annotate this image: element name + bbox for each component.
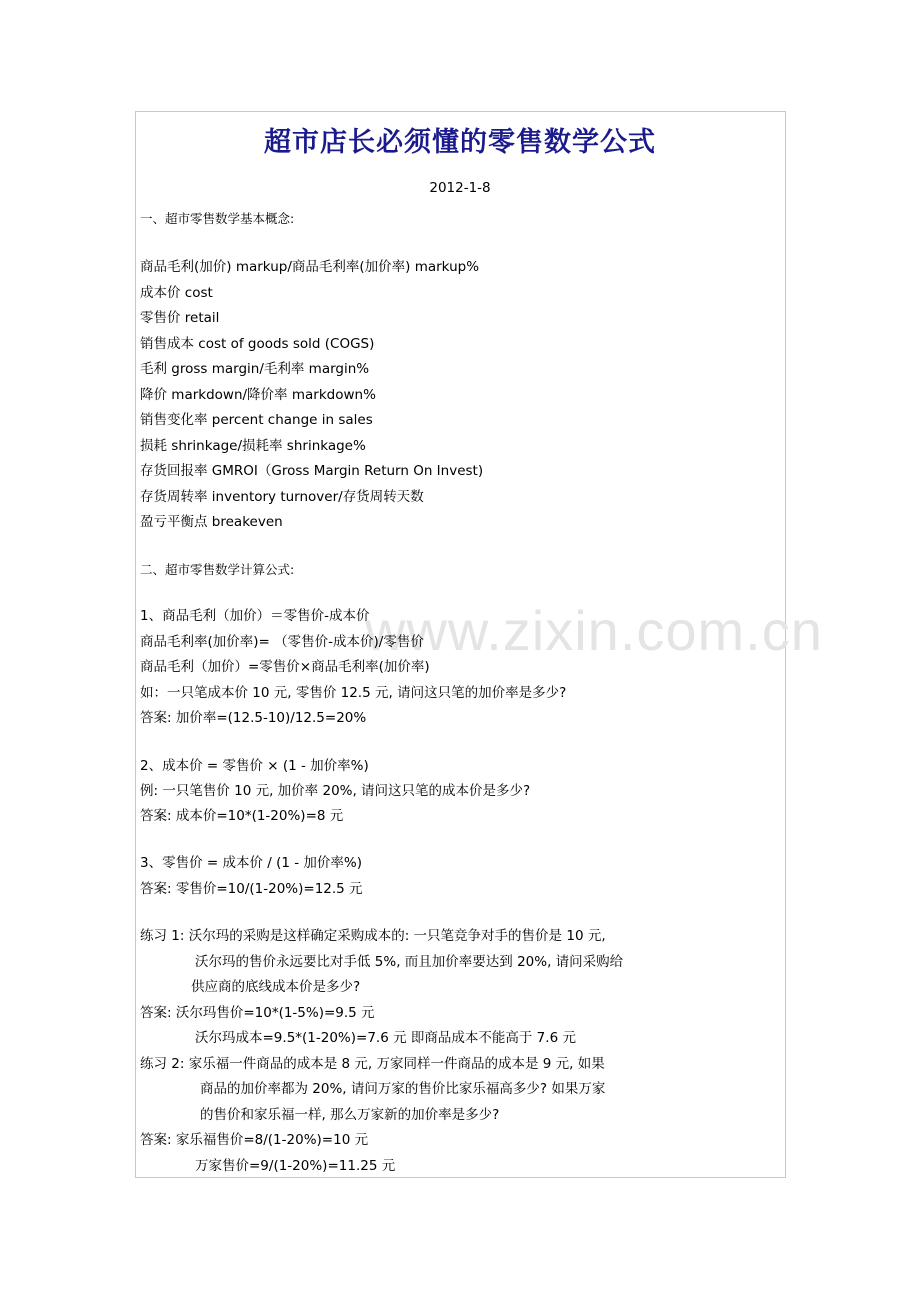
- document-title: 超市店长必须懂的零售数学公式: [264, 127, 656, 158]
- formula1-rate: 商品毛利率(加价率)= （零售价-成本价)/零售价: [140, 634, 424, 650]
- exercise2-answer-cont: 万家售价=9/(1-20%)=11.25 元: [195, 1158, 396, 1174]
- formula2-example: 例: 一只笔售价 10 元, 加价率 20%, 请问这只笔的成本价是多少?: [140, 783, 531, 799]
- term-breakeven: 盈亏平衡点 breakeven: [140, 514, 283, 530]
- term-inventory-turnover: 存货周转率 inventory turnover/存货周转天数: [140, 489, 424, 505]
- formula3-title: 3、零售价 = 成本价 / (1 - 加价率%): [140, 855, 363, 871]
- formula1-example: 如：一只笔成本价 10 元, 零售价 12.5 元, 请问这只笔的加价率是多少?: [140, 685, 567, 701]
- formula2-answer: 答案: 成本价=10*(1-20%)=8 元: [140, 808, 344, 824]
- formula1-product: 商品毛利（加价）=零售价×商品毛利率(加价率): [140, 659, 430, 675]
- formula1-title: 1、商品毛利（加价）＝零售价-成本价: [140, 608, 370, 624]
- term-cost: 成本价 cost: [140, 285, 213, 301]
- term-cogs: 销售成本 cost of goods sold (COGS): [140, 336, 375, 352]
- exercise2-question-cont: 商品的加价率都为 20%, 请问万家的售价比家乐福高多少? 如果万家: [200, 1081, 606, 1097]
- document-date: 2012-1-8: [429, 180, 491, 196]
- formula3-answer: 答案: 零售价=10/(1-20%)=12.5 元: [140, 881, 363, 897]
- exercise1-answer: 答案: 沃尔玛售价=10*(1-5%)=9.5 元: [140, 1005, 375, 1021]
- exercise2-question-end: 的售价和家乐福一样, 那么万家新的加价率是多少?: [200, 1107, 500, 1123]
- term-gmroi: 存货回报率 GMROI（Gross Margin Return On Invest): [140, 463, 484, 479]
- section2-heading: 二、超市零售数学计算公式:: [140, 562, 295, 577]
- watermark: www.zixin.com.cn: [365, 599, 823, 662]
- formula2-title: 2、成本价 = 零售价 × (1 - 加价率%): [140, 758, 369, 774]
- term-markdown: 降价 markdown/降价率 markdown%: [140, 387, 376, 403]
- formula1-answer: 答案: 加价率=(12.5-10)/12.5=20%: [140, 710, 367, 726]
- term-gross-margin: 毛利 gross margin/毛利率 margin%: [140, 361, 370, 377]
- term-markup: 商品毛利(加价) markup/商品毛利率(加价率) markup%: [140, 259, 480, 275]
- exercise2-answer: 答案: 家乐福售价=8/(1-20%)=10 元: [140, 1132, 369, 1148]
- term-retail: 零售价 retail: [140, 310, 220, 326]
- exercise1-question-end: 供应商的底线成本价是多少?: [191, 979, 361, 995]
- exercise1-question-cont: 沃尔玛的售价永远要比对手低 5%, 而且加价率要达到 20%, 请问采购给: [195, 954, 624, 970]
- exercise2-question: 练习 2: 家乐福一件商品的成本是 8 元, 万家同样一件商品的成本是 9 元, 如果: [140, 1056, 605, 1072]
- exercise1-answer-cont: 沃尔玛成本=9.5*(1-20%)=7.6 元 即商品成本不能高于 7.6 元: [195, 1030, 576, 1046]
- section1-heading: 一、超市零售数学基本概念:: [140, 211, 295, 226]
- exercise1-question: 练习 1: 沃尔玛的采购是这样确定采购成本的: 一只笔竞争对手的售价是 10 元,: [140, 928, 606, 944]
- term-sales-change: 销售变化率 percent change in sales: [140, 412, 373, 428]
- term-shrinkage: 损耗 shrinkage/损耗率 shrinkage%: [140, 438, 366, 454]
